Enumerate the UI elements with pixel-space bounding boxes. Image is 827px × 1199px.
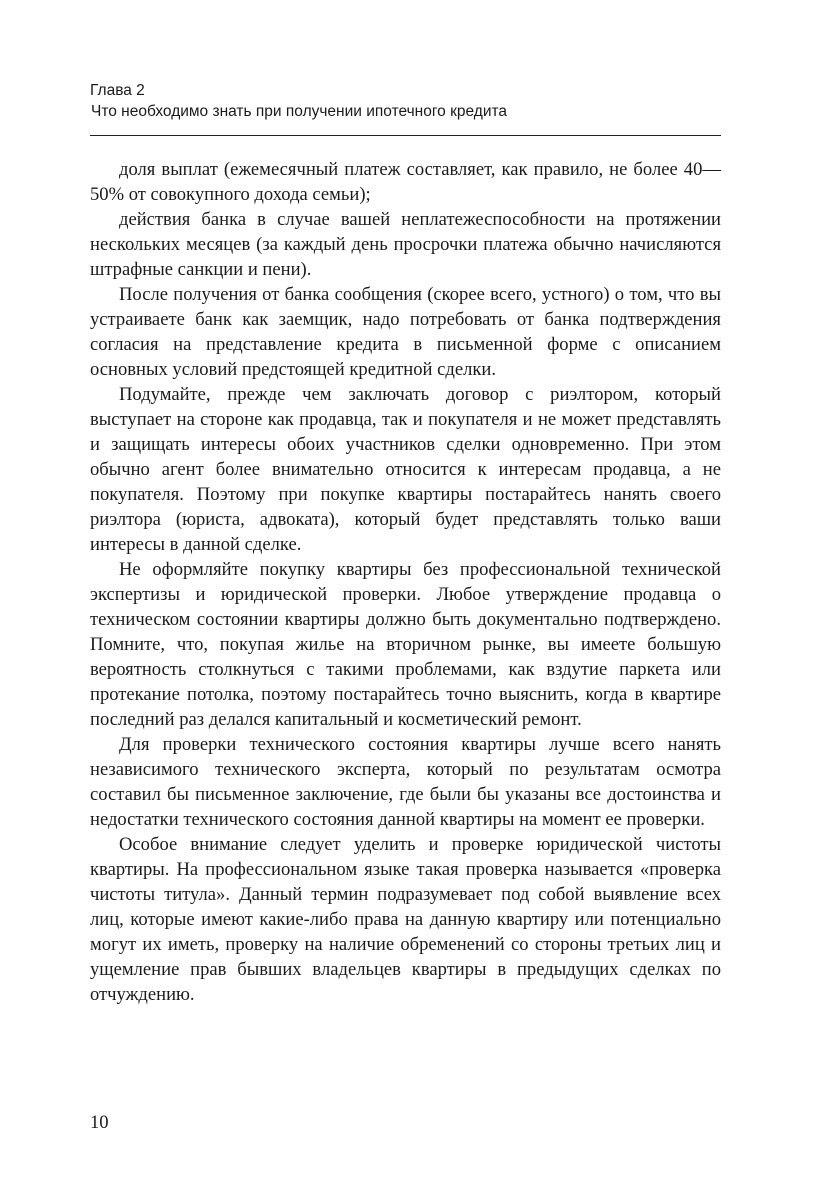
paragraph: После получения от банка сообщения (скорее всего, устного) о том, что вы устраиваете банк как заемщик, надо потребовать от банка подтверждения согласия на представление кредита в письменной форме с описанием основных условий предстоящей кредитной сделки. bbox=[90, 284, 721, 380]
paragraph: Не оформляйте покупку квартиры без профессиональной технической экспертизы и юридической проверки. Любое утверждение продавца о техническом состоянии квартиры должно быть документально подтверждено. Помните, что, покупая жилье на вторичном рынке, вы имеете большую вероятность столкнуться с такими проблемами, как вздутие паркета или протекание потолка, поэтому постарайтесь точно выяснить, когда в квартире последний раз делался капитальный и косметический ремонт. bbox=[90, 559, 721, 730]
paragraph: Особое внимание следует уделить и проверке юридической чистоты квартиры. На профессиональном языке такая проверка называется «проверка чистоты титула». Данный термин подразумевает под собой выявление всех лиц, которые имеют какие-либо права на данную квартиру или потенциально могут их иметь, проверку на наличие обременений со стороны третьих лиц и ущемление прав бывших владельцев квартиры в предыдущих сделках по отчуждению. bbox=[90, 834, 721, 1005]
page-number: 10 bbox=[90, 1112, 109, 1133]
header-divider bbox=[90, 135, 721, 136]
paragraph: действия банка в случае вашей неплатежеспособности на протяжении нескольких месяцев (за каждый день просрочки платежа обычно начисляются штрафные санкции и пени). bbox=[90, 209, 721, 280]
running-header bbox=[90, 80, 721, 122]
paragraph: Для проверки технического состояния квартиры лучше всего нанять независимого технического эксперта, который по результатам осмотра составил бы письменное заключение, где были бы указаны все достоинства и недостатки технического состояния данной квартиры на момент ее проверки. bbox=[90, 734, 721, 830]
paragraph: доля выплат (ежемесячный платеж составляет, как правило, не более 40—50% от совокупного дохода семьи); bbox=[90, 159, 721, 205]
paragraph: Подумайте, прежде чем заключать договор с риэлтором, который выступает на стороне как продавца, так и покупателя и не может представлять и защищать интересы обоих участников сделки одновременно. При этом обычно агент более внимательно относится к интересам продавца, а не покупателя. Поэтому при покупке квартиры постарайтесь нанять своего риэлтора (юриста, адвоката), который будет представлять только ваши интересы в данной сделке. bbox=[90, 384, 721, 555]
body-text bbox=[90, 157, 721, 1007]
chapter-title: Что необходимо знать при получении ипотечного кредита bbox=[91, 103, 508, 120]
chapter-label: Глава 2 bbox=[90, 82, 145, 99]
